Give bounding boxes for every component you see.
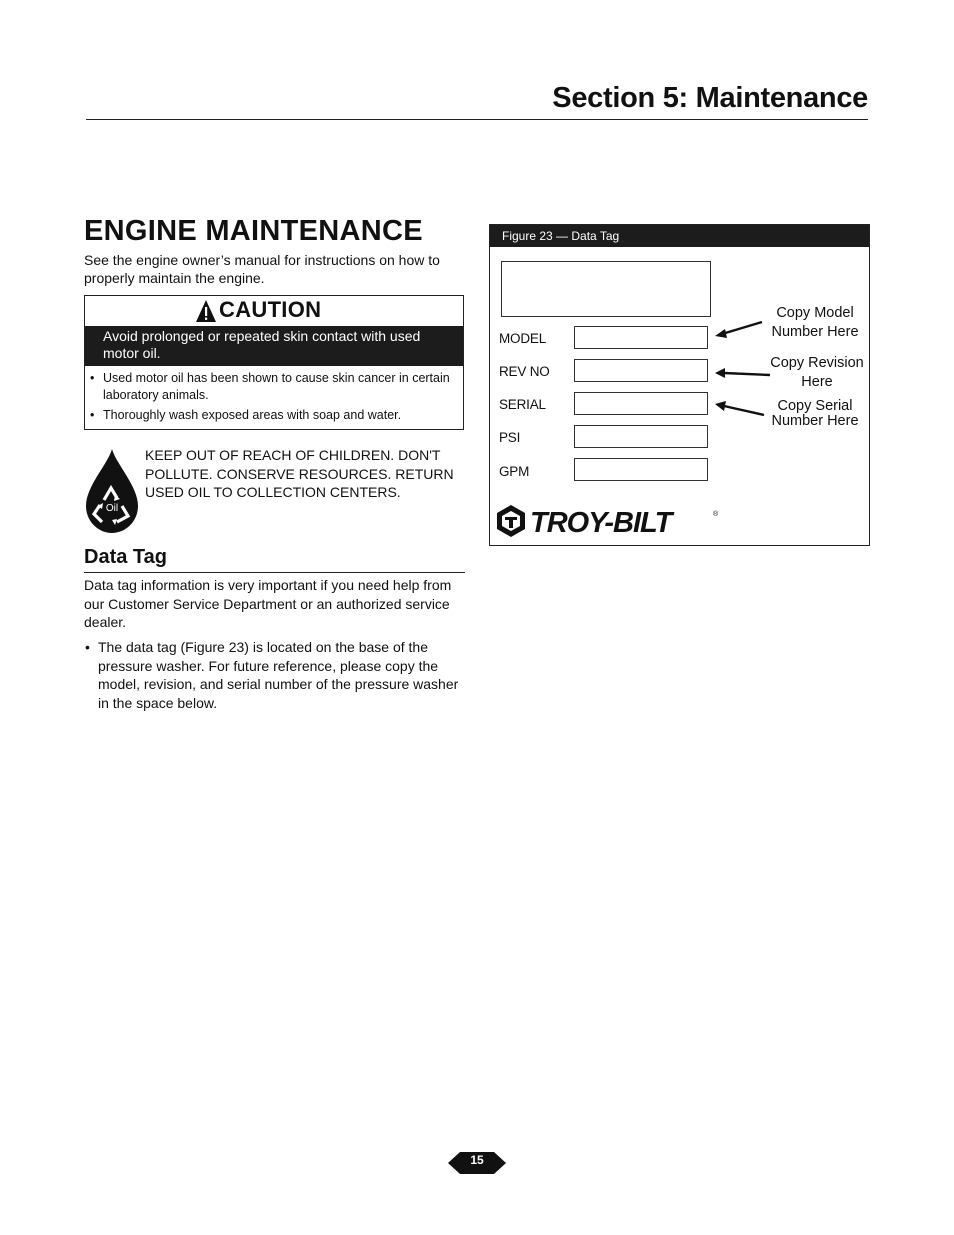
engine-intro-text: See the engine owner’s manual for instructions on how to properly maintain the engine. <box>84 252 440 286</box>
data-tag-heading: Data Tag <box>84 546 167 568</box>
data-tag-paragraph: Data tag information is very important if you need help from our Customer Service Department or an authorized service dealer. <box>84 577 452 630</box>
gpm-box[interactable] <box>574 458 708 481</box>
data-tag-divider <box>84 572 465 573</box>
data-tag-bullet-text: The data tag (Figure 23) is located on the base of the pressure washer. For future reference, please copy the model, revision, and serial number of the pressure washer in the space below. <box>98 639 459 711</box>
model-number-box[interactable] <box>574 326 708 349</box>
note-line: Number Here <box>771 324 859 340</box>
serial-number-box[interactable] <box>574 392 708 415</box>
caution-bullet: • Thoroughly wash exposed areas with soap and water. <box>89 407 457 424</box>
revision-number-box[interactable] <box>574 359 708 382</box>
header-divider <box>86 119 868 120</box>
oil-recycle-drop-icon <box>84 448 140 534</box>
note-line: Copy Model <box>776 305 854 321</box>
note-line: Copy Revision <box>770 355 864 371</box>
caution-header <box>85 296 463 326</box>
troy-bilt-logo <box>493 503 721 539</box>
tag-label-model: MODEL <box>499 331 547 346</box>
caution-box <box>84 295 464 430</box>
tag-label-rev-no: REV NO <box>499 364 550 379</box>
engine-maintenance-heading: ENGINE MAINTENANCE <box>84 215 423 247</box>
oil-label: Oil <box>105 503 119 514</box>
pointer-arrows <box>710 305 780 425</box>
page-number: 15 <box>470 1153 484 1167</box>
caution-bullet-list <box>85 366 463 424</box>
note-line: Copy Serial <box>777 398 853 414</box>
bullet-dot: • <box>85 639 90 655</box>
tag-blank-area <box>501 261 711 317</box>
data-tag-bullet <box>84 638 464 712</box>
oil-disposal-notice: KEEP OUT OF REACH OF CHILDREN. DON'T POLLUTE. CONSERVE RESOURCES. RETURN USED OIL TO COLLECTION CENTERS. <box>145 447 454 500</box>
data-tag-figure <box>489 224 870 546</box>
tag-label-serial: SERIAL <box>499 397 546 412</box>
tag-label-gpm: GPM <box>499 464 530 479</box>
section-title: Section 5: Maintenance <box>552 82 868 114</box>
warning-triangle-icon <box>195 299 217 323</box>
note-line: Here <box>801 374 833 390</box>
note-line: Number Here <box>771 413 859 429</box>
psi-box[interactable] <box>574 425 708 448</box>
caution-bullet: • Used motor oil has been shown to cause skin cancer in certain laboratory animals. <box>89 370 457 403</box>
registered-mark: ® <box>713 511 719 518</box>
brand-name: TROY-BILT <box>530 507 672 539</box>
figure-caption: Figure 23 — Data Tag <box>490 225 869 247</box>
caution-label: CAUTION <box>219 297 322 322</box>
caution-message: Avoid prolonged or repeated skin contact with used motor oil. <box>85 326 463 366</box>
tag-label-psi: PSI <box>499 430 521 445</box>
